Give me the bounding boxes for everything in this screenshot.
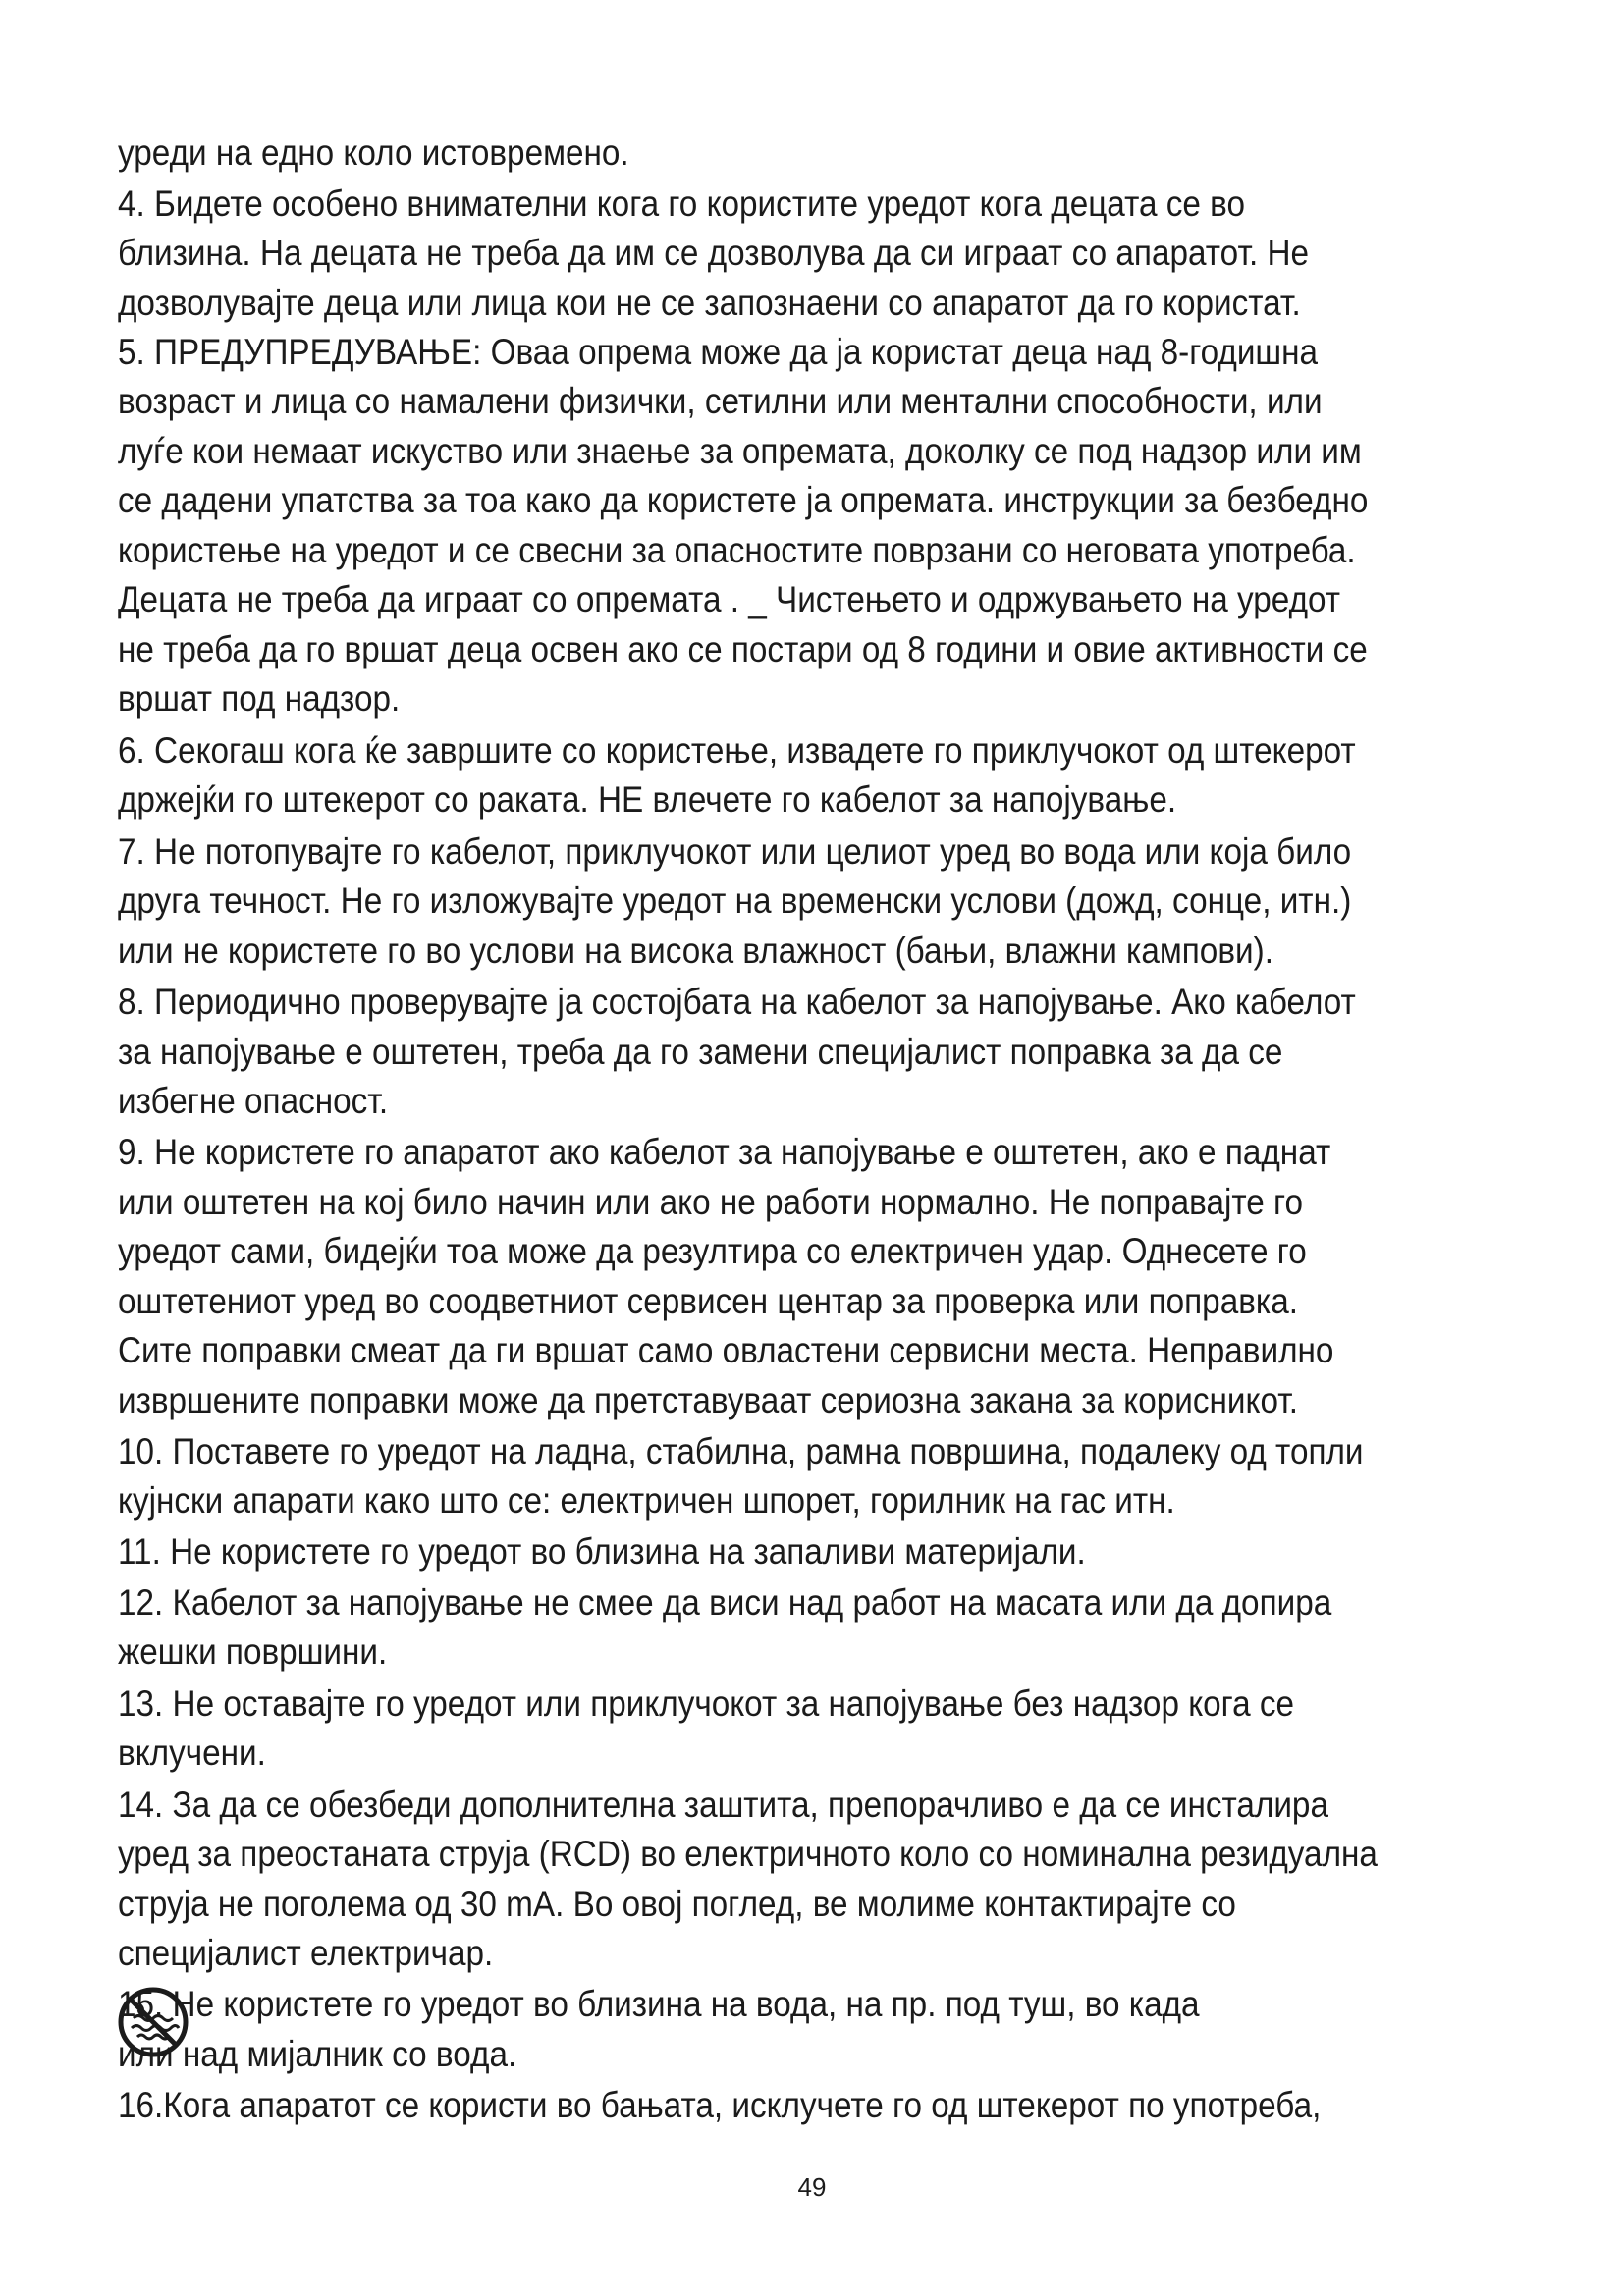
text-line: уредот сами, бидејќи тоа може да резултира со електричен удар. Однесете го	[118, 1231, 1307, 1271]
text-line: уреди на едно коло истовремено.	[118, 133, 629, 173]
text-line: 5. ПРЕДУПРЕДУВАЊЕ: Оваа опрема може да ја користат деца над 8-годишна	[118, 332, 1319, 372]
text-line: струја не поголема од 30 mA. Во овој поглед, ве молиме контактирајте со	[118, 1884, 1236, 1924]
text-line: за напојување е оштетен, треба да го замени специјалист поправка за да се	[118, 1032, 1283, 1072]
text-line: или над мијалник со вода.	[118, 2034, 517, 2074]
text-line: близина. На децата не треба да им се дозволува да си играат со апаратот. Не	[118, 233, 1310, 273]
text-line: 4. Бидете особено внимателни кога го користите уредот кога децата се во	[118, 184, 1245, 224]
text-line: вклучени.	[118, 1733, 266, 1773]
text-line: луѓе кои немаат искуство или знаење за опремата, доколку се под надзор или им	[118, 431, 1362, 471]
text-line: 12. Кабелот за напојување не смее да виси над работ на масата или да допира	[118, 1582, 1332, 1623]
text-line: друга течност. Не го изложувајте уредот на временски услови (дожд, сонце, итн.)	[118, 881, 1352, 921]
text-line: 10. Поставете го уредот на ладна, стабилна, рамна површина, подалеку од топли	[118, 1431, 1364, 1471]
text-line: 15. Не користете го уредот во близина на вода, на пр. под туш, во када	[118, 1984, 1200, 2024]
text-line: држејќи го штекерот со раката. НЕ влечете го кабелот за напојување.	[118, 779, 1177, 820]
text-line: извршените поправки може да претставуваат сериозна закана за корисникот.	[118, 1380, 1299, 1420]
text-line: 6. Секогаш кога ќе завршите со користење, извадете го приклучокот од штекерот	[118, 730, 1356, 771]
text-line: 7. Не потопувајте го кабелот, приклучокот или целиот уред во вода или која било	[118, 831, 1352, 872]
text-line: не треба да го вршат деца освен ако се постари од 8 години и овие активности се	[118, 629, 1368, 669]
text-line: специјалист електричар.	[118, 1933, 494, 1973]
text-line: оштетениот уред во соодветниот сервисен центар за проверка или поправка.	[118, 1281, 1298, 1321]
text-line: 8. Периодично проверувајте ја состојбата на кабелот за напојување. Ако кабелот	[118, 982, 1356, 1022]
text-line: или не користете го во услови на висока влажност (бањи, влажни кампови).	[118, 931, 1273, 971]
text-line: се дадени упатства за тоа како да користете ја опремата. инструкции за безбедно	[118, 480, 1369, 520]
text-line: Децата не треба да играат со опремата . _ Чистењето и одржувањето на уредот	[118, 579, 1341, 619]
text-line: 13. Не оставајте го уредот или приклучокот за напојување без надзор кога се	[118, 1683, 1295, 1724]
text-line: Сите поправки смеат да ги вршат само овластени сервисни места. Неправилно	[118, 1330, 1334, 1370]
text-line: 11. Не користете го уредот во близина на запаливи материјали.	[118, 1531, 1086, 1572]
text-line: возраст и лица со намалени физички, сетилни или ментални способности, или	[118, 381, 1323, 421]
no-water-warning-icon	[116, 1985, 190, 2059]
text-line: 9. Не користете го апаратот ако кабелот за напојување е оштетен, ако е паднат	[118, 1132, 1331, 1172]
text-line: дозволувајте деца или лица кои не се запознаени со апаратот да го користат.	[118, 283, 1301, 323]
page-number: 49	[797, 2172, 827, 2202]
text-line: користење на уредот и се свесни за опасностите поврзани со неговата употреба.	[118, 530, 1356, 570]
text-line: или оштетен на кој било начин или ако не работи нормално. Не поправајте го	[118, 1182, 1303, 1222]
text-line: 14. За да се обезбеди дополнителна заштита, препорачливо е да се инсталира	[118, 1785, 1328, 1825]
text-line: избегне опасност.	[118, 1081, 389, 1121]
text-line: вршат под надзор.	[118, 678, 401, 719]
text-line: жешки површини.	[118, 1631, 388, 1672]
text-line: 16.Кога апаратот се користи во бањата, исклучете го од штекерот по употреба,	[118, 2085, 1322, 2125]
text-line: кујнски апарати како што се: електричен шпорет, горилник на гас итн.	[118, 1480, 1175, 1521]
text-line: уред за преостаната струја (RCD) во електричното коло со номинална резидуална	[118, 1834, 1378, 1874]
